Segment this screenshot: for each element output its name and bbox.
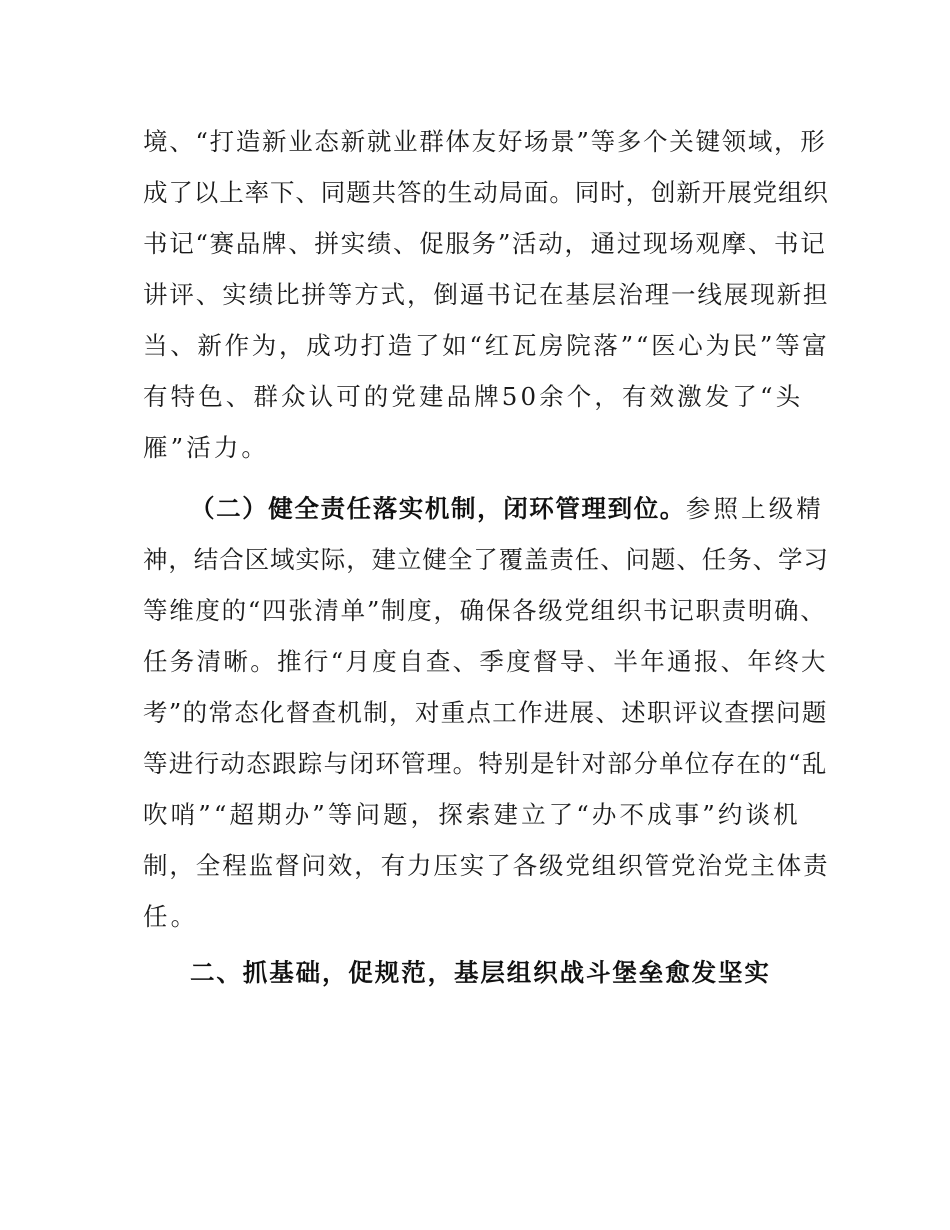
paragraph1-line-7: 雁”活力。: [143, 433, 270, 462]
paragraph2-first-line-rest: 参照上级精: [685, 494, 824, 523]
paragraph2-line-2: 神，结合区域实际，建立健全了覆盖责任、问题、任务、学习: [143, 545, 829, 574]
paragraph1-line-6: 有特色、群众认可的党建品牌50余个，有效激发了“头: [143, 382, 804, 411]
paragraph1-line-2: 成了以上率下、同题共答的生动局面。同时，创新开展党组织: [143, 178, 829, 207]
paragraph2-line-6: 等进行动态跟踪与闭环管理。特别是针对部分单位存在的“乱: [143, 749, 828, 778]
paragraph2-line-4: 任务清晰。推行“月度自查、季度督导、半年通报、年终大: [143, 647, 828, 676]
paragraph2-line-3: 等维度的“四张清单”制度，确保各级党组织书记职责明确、: [143, 596, 827, 625]
paragraph2-line-9: 任。: [143, 902, 199, 931]
paragraph1-line-4: 讲评、实绩比拼等方式，倒逼书记在基层治理一线展现新担: [143, 280, 830, 309]
paragraph1-line-1: 境、“打造新业态新就业群体友好场景”等多个关键领域，形: [143, 127, 827, 156]
paragraph2-lead-heading: （二）健全责任落实机制，闭环管理到位。: [190, 494, 686, 523]
paragraph2-line-7: 吹哨”“超期办”等问题，探索建立了“办不成事”约谈机: [143, 800, 801, 829]
paragraph2-first-line: [190, 492, 823, 526]
section-heading: 二、抓基础，促规范，基层组织战斗堡垒愈发坚实: [190, 958, 771, 987]
paragraph1-line-5: 当、新作为，成功打造了如“红瓦房院落”“医心为民”等富: [143, 331, 830, 360]
paragraph2-line-5: 考”的常态化督查机制，对重点工作进展、述职评议查摆问题: [143, 698, 828, 727]
paragraph1-line-3: 书记“赛品牌、拼实绩、促服务”活动，通过现场观摩、书记: [143, 229, 827, 258]
paragraph2-line-8: 制，全程监督问效，有力压实了各级党组织管党治党主体责: [143, 851, 830, 880]
